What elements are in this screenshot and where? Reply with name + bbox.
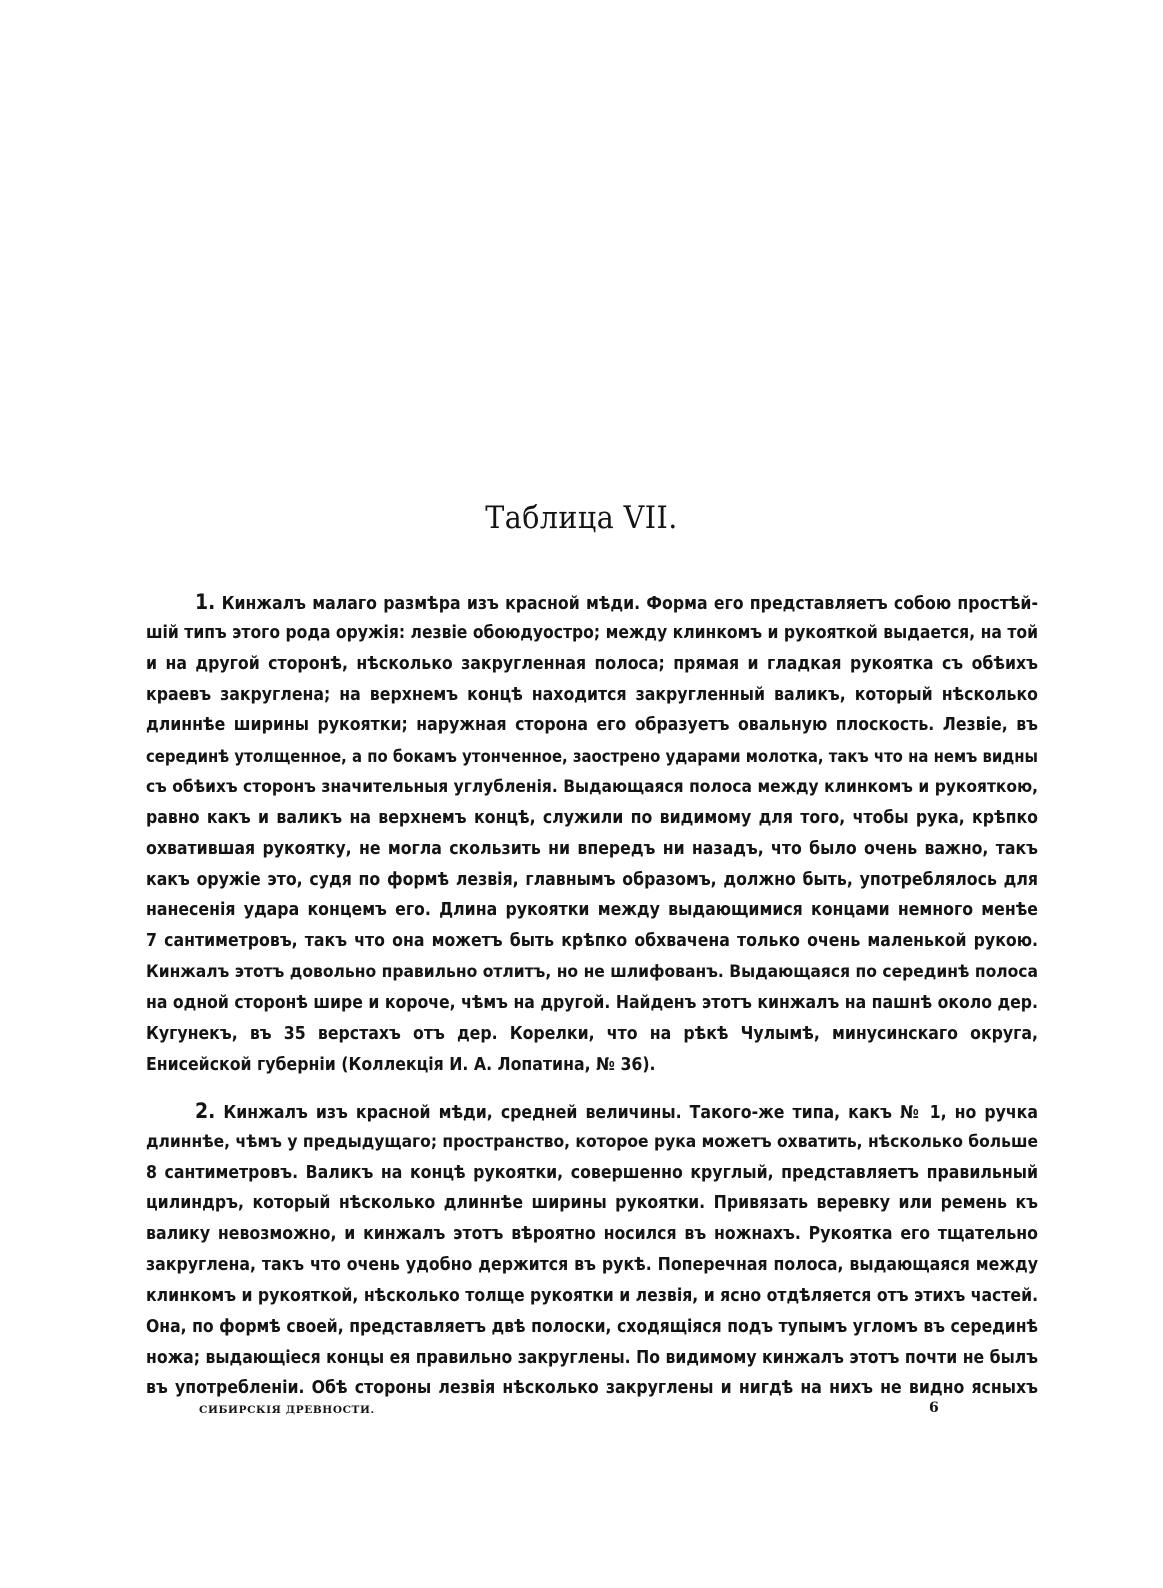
paragraph-line: 2. Кинжалъ изъ красной мѣди, средней величины. Такого-же типа, какъ № 1, но ручка (195, 1099, 1038, 1123)
paragraph-line: Кинжалъ этотъ довольно правильно отлитъ, но не шлифованъ. Выдающаяся по серединѣ полоса (146, 962, 1038, 982)
paragraph-line: какъ оружіе это, судя по формѣ лезвія, главнымъ образомъ, должно быть, употреблялось для (146, 870, 1038, 890)
paragraph-line: и на другой сторонѣ, нѣсколько закругленная полоса; прямая и гладкая рукоятка съ обѣихъ (146, 654, 1038, 674)
entry-number: 2. (195, 1099, 216, 1123)
paragraph-line: клинкомъ и рукояткой, нѣсколько толще рукоятки и лезвія, и ясно отдѣляется отъ этихъ частей. (146, 1286, 1038, 1306)
paragraph-line: валику невозможно, и кинжалъ этотъ вѣроятно носился въ ножнахъ. Рукоятка его тщательно (146, 1224, 1038, 1244)
paragraph-line: равно какъ и валикъ на верхнемъ концѣ, служили по видимому для того, чтобы рука, крѣпко (146, 808, 1038, 828)
signature-mark: СИБИРСКІЯ ДРЕВНОСТИ. (199, 1404, 375, 1416)
paragraph-line: 1. Кинжалъ малаго размѣра изъ красной мѣди. Форма его представляетъ собою простѣй- (195, 590, 1038, 614)
paragraph-line: съ обѣихъ сторонъ значительныя углубленія. Выдающаяся полоса между клинкомъ и рукояткою, (146, 777, 1038, 797)
paragraph-line: Она, по формѣ своей, представляетъ двѣ полоски, сходящіяся подъ тупымъ угломъ въ серединѣ (146, 1317, 1038, 1337)
paragraph-line: охватившая рукоятку, не могла скользить ни впередъ ни назадъ, что было очень важно, такъ (146, 839, 1038, 859)
paragraph-line: нанесенія удара концемъ его. Длина рукоятки между выдающимися концами немного менѣе (146, 900, 1038, 920)
paragraph-line: Кугунекъ, въ 35 верстахъ отъ дер. Корелки, что на рѣкѣ Чулымѣ, минусинскаго округа, (146, 1024, 1038, 1044)
paragraph-line: серединѣ утолщенное, а по бокамъ утонченное, заострено ударами молотка, такъ что на немъ видны (146, 747, 1038, 766)
paragraph-line: шій типъ этого рода оружія: лезвіе обоюдуостро; между клинкомъ и рукояткой выдается, на той (146, 623, 1038, 643)
paragraph-line: Енисейской губерніи (Коллекція И. А. Лопатина, № 36). (146, 1055, 656, 1075)
paragraph-line: длиннѣе, чѣмъ у предыдущаго; пространство, которое рука можетъ охватить, нѣсколько больше (146, 1132, 1038, 1152)
paragraph-line: 7 сантиметровъ, такъ что она можетъ быть крѣпко обхвачена только очень маленькой рукою. (146, 931, 1038, 951)
paragraph-line: 8 сантиметровъ. Валикъ на концѣ рукоятки, совершенно круглый, представляетъ правильный (146, 1163, 1038, 1183)
entry-number: 1. (195, 590, 216, 614)
page-title: Таблица VII. (485, 500, 678, 536)
paragraph-line: длиннѣе ширины рукоятки; наружная сторона его образуетъ овальную плоскость. Лезвіе, въ (146, 715, 1038, 735)
sheet-number: 6 (929, 1400, 939, 1416)
paragraph-line: въ употребленіи. Обѣ стороны лезвія нѣсколько закруглены и нигдѣ на нихъ не видно ясныхъ (146, 1378, 1038, 1398)
paragraph-line: цилиндръ, который нѣсколько длиннѣе ширины рукоятки. Привязать веревку или ремень къ (146, 1193, 1038, 1213)
paragraph-line: закруглена, такъ что очень удобно держится въ рукѣ. Поперечная полоса, выдающаяся между (146, 1255, 1038, 1275)
paragraph-line: ножа; выдающіеся концы ея правильно закруглены. По видимому кинжалъ этотъ почти не былъ (146, 1348, 1038, 1368)
paragraph-line: на одной сторонѣ шире и короче, чѣмъ на другой. Найденъ этотъ кинжалъ на пашнѣ около дер. (146, 993, 1038, 1013)
paragraph-line: краевъ закруглена; на верхнемъ концѣ находится закругленный валикъ, который нѣсколько (146, 685, 1038, 705)
